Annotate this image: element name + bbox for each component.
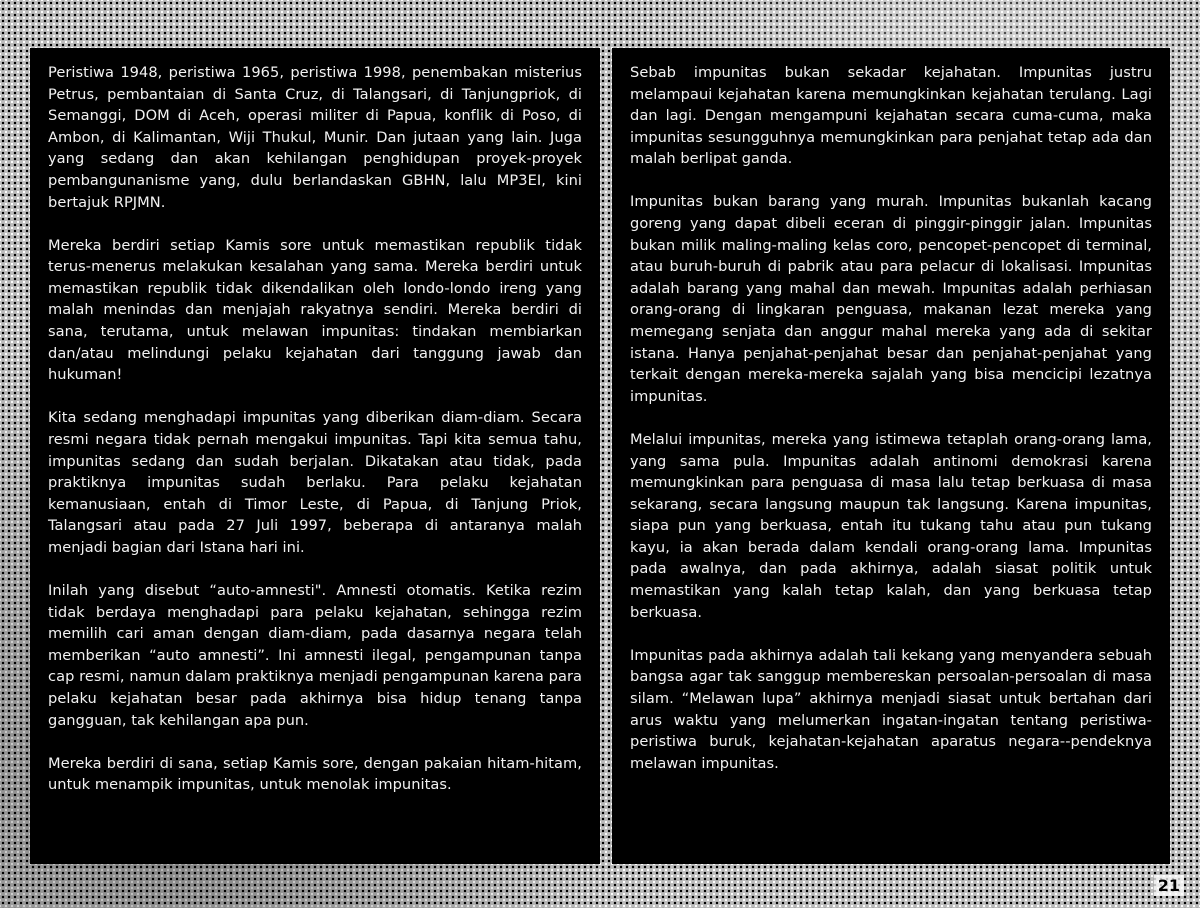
- paragraph: Impunitas bukan barang yang murah. Impunitas bukanlah kacang goreng yang dapat dibeli eceran di pinggir-pinggir jalan. Impunitas bukan milik maling-maling kelas coro, pencopet-pencopet di terminal, atau buruh-buruh di pabrik atau para pelacur di lokalisasi. Impunitas adalah barang yang mahal dan mewah. Impunitas adalah perhiasan orang-orang di lingkaran penguasa, makanan lezat mereka yang memegang senjata dan anggur mahal mereka yang ada di sekitar istana. Hanya penjahat-penjahat besar dan penjahat-penjahat yang terkait dengan mereka-mereka sajalah yang bisa mencicipi lezatnya impunitas.: [630, 193, 1152, 405]
- paragraph: Mereka berdiri di sana, setiap Kamis sore, dengan pakaian hitam-hitam, untuk menampik impunitas, untuk menolak impunitas.: [48, 754, 582, 794]
- left-text-column: [30, 48, 600, 864]
- paragraph: Inilah yang disebut “auto-amnesti". Amnesti otomatis. Ketika rezim tidak berdaya menghadapi para pelaku kejahatan, sehingga rezim memilih cari aman dengan diam-diam, pada dasarnya negara telah memberikan “auto amnesti”. Ini amnesti ilegal, pengampunan tanpa cap resmi, namun dalam praktiknya menjadi pengampunan karena para pelaku kejahatan besar pada akhirnya bisa hidup tenang tanpa gangguan, tak kehilangan apa pun.: [48, 581, 582, 729]
- paragraph: Melalui impunitas, mereka yang istimewa tetaplah orang-orang lama, yang sama pula. Impunitas adalah antinomi demokrasi karena memungkinkan para penguasa di masa lalu tetap berkuasa di masa sekarang, secara langsung maupun tak langsung. Karena impunitas, siapa pun yang berkuasa, entah itu tukang tahu atau pun tukang kayu, ia akan berada dalam kendali orang-orang lama. Impunitas pada awalnya, dan pada akhirnya, adalah siasat politik untuk memastikan yang kalah tetap kalah, dan yang berkuasa tetap berkuasa.: [630, 430, 1152, 621]
- paragraph: Peristiwa 1948, peristiwa 1965, peristiwa 1998, penembakan misterius Petrus, pembantaian di Santa Cruz, di Talangsari, di Tanjungpriok, di Semanggi, DOM di Aceh, operasi militer di Papua, konflik di Poso, di Ambon, di Kalimantan, Wiji Thukul, Munir. Dan jutaan yang lain. Juga yang sedang dan akan kehilangan penghidupan proyek-proyek pembangunanisme yang, dulu berlandaskan GBHN, lalu MP3EI, kini bertajuk RPJMN.: [48, 64, 582, 211]
- page-number: 21: [1154, 875, 1184, 896]
- paragraph: Impunitas pada akhirnya adalah tali kekang yang menyandera sebuah bangsa agar tak sanggup membereskan persoalan-persoalan di masa silam. “Melawan lupa” akhirnya menjadi siasat untuk bertahan dari arus waktu yang melumerkan ingatan-ingatan tentang peristiwa-peristiwa buruk, kejahatan-kejahatan aparatus negara--pendeknya melawan impunitas.: [630, 646, 1152, 772]
- paragraph: Sebab impunitas bukan sekadar kejahatan. Impunitas justru melampaui kejahatan karena memungkinkan kejahatan terulang. Lagi dan lagi. Dengan mengampuni kejahatan secara cuma-cuma, maka impunitas sesungguhnya memungkinkan para penjahat tetap ada dan malah berlipat ganda.: [630, 64, 1152, 168]
- paragraph: Kita sedang menghadapi impunitas yang diberikan diam-diam. Secara resmi negara tidak pernah mengakui impunitas. Tapi kita semua tahu, impunitas sedang dan sudah berjalan. Dikatakan atau tidak, pada praktiknya impunitas sudah berlaku. Para pelaku kejahatan kemanusiaan, entah di Timor Leste, di Papua, di Tanjung Priok, Talangsari atau pada 27 Juli 1997, beberapa di antaranya malah menjadi bagian dari Istana hari ini.: [48, 409, 582, 556]
- paragraph: Mereka berdiri setiap Kamis sore untuk memastikan republik tidak terus-menerus melakukan kesalahan yang sama. Mereka berdiri untuk memastikan republik tidak dikendalikan oleh londo-londo ireng yang malah menindas dan menjajah rakyatnya sendiri. Mereka berdiri di sana, terutama, untuk melawan impunitas: tindakan membiarkan dan/atau melindungi pelaku kejahatan dari tanggung jawab dan hukuman!: [48, 236, 582, 384]
- right-text-column: [612, 48, 1170, 864]
